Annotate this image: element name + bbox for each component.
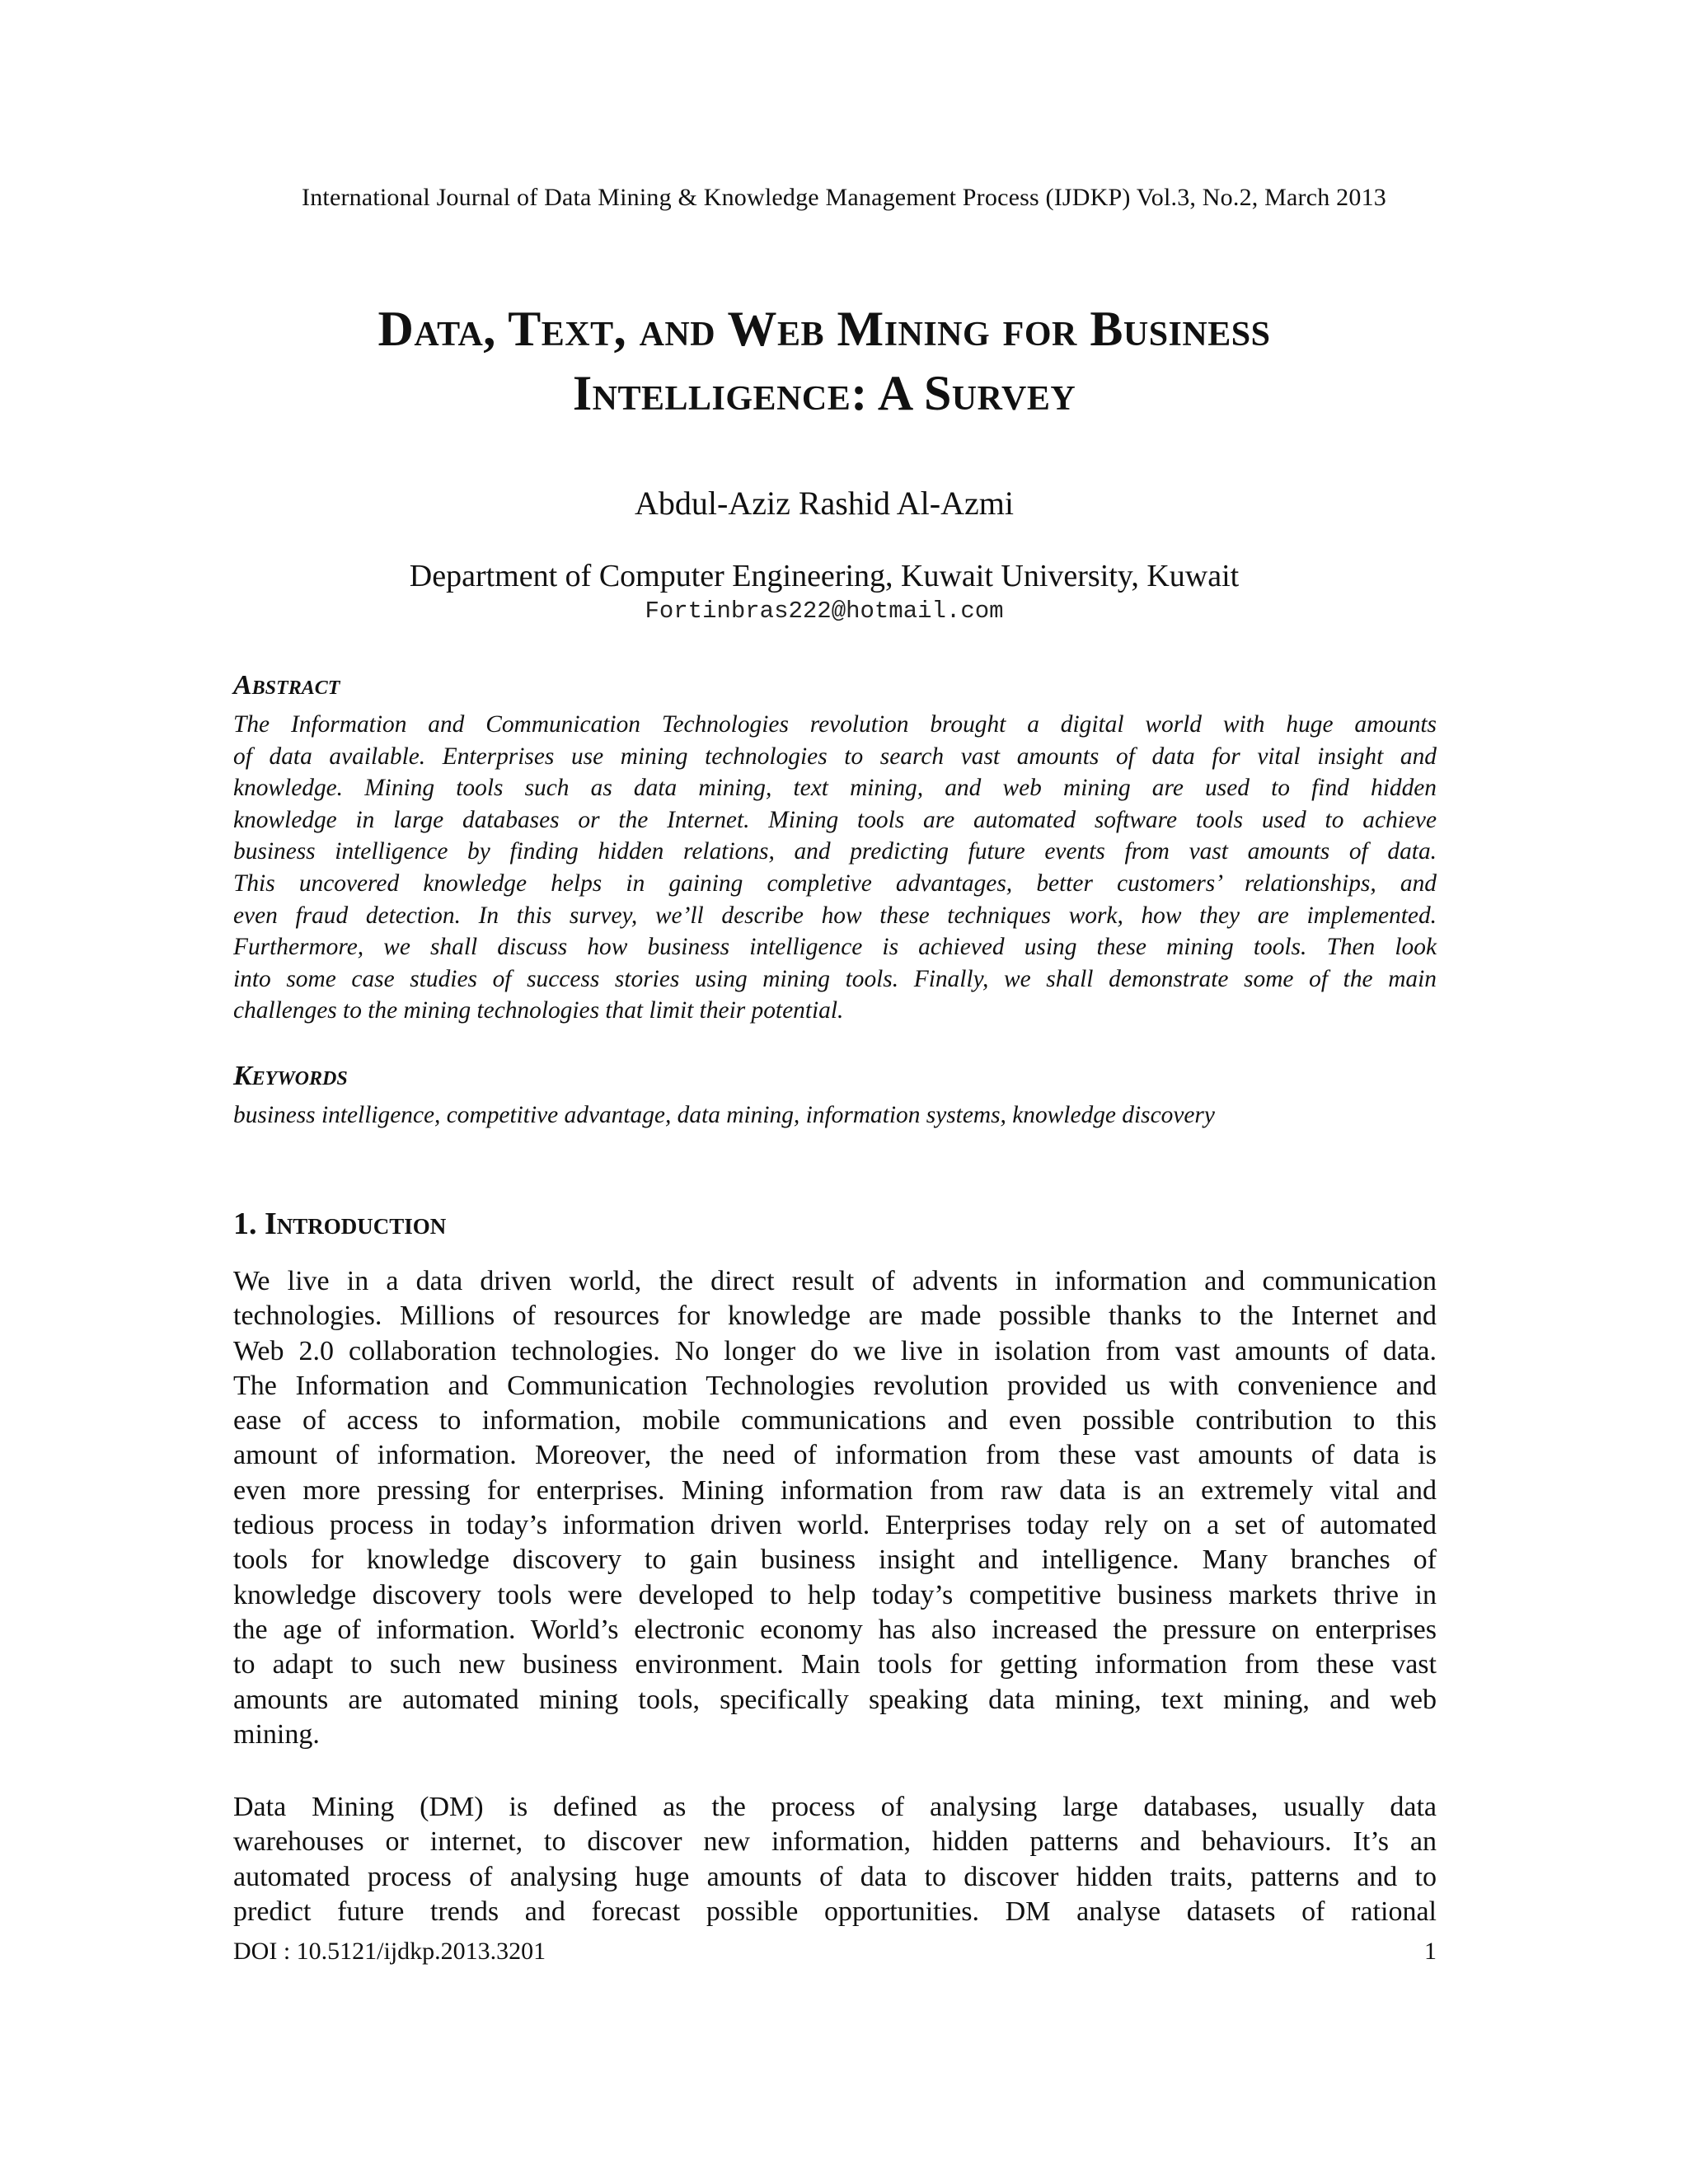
footer-doi: DOI : 10.5121/ijdkp.2013.3201 <box>233 1938 546 1965</box>
introduction-paragraph-1 <box>233 1264 1437 1752</box>
paragraph-line: technologies. Millions of resources for knowledge are made possible thanks to the Internet and <box>233 1301 1437 1332</box>
abstract-line: business intelligence by finding hidden relations, and predicting future events from vast amounts of data. <box>233 838 1437 865</box>
abstract-line: Furthermore, we shall discuss how business intelligence is achieved using these mining tools. Then look <box>233 934 1437 961</box>
abstract-line: of data available. Enterprises use mining technologies to search vast amounts of data for vital insight and <box>233 743 1437 770</box>
paragraph-line: amounts are automated mining tools, specifically speaking data mining, text mining, and web <box>233 1684 1437 1715</box>
paragraph-line: tedious process in today’s information driven world. Enterprises today rely on a set of automated <box>233 1510 1437 1541</box>
abstract-text <box>233 709 1437 1027</box>
paragraph-line: Web 2.0 collaboration technologies. No longer do we live in isolation from vast amounts of data. <box>233 1335 1437 1366</box>
paragraph-line: even more pressing for enterprises. Mining information from raw data is an extremely vital and <box>233 1474 1437 1506</box>
abstract-heading: Abstract <box>233 670 340 701</box>
abstract-line: challenges to the mining technologies that limit their potential. <box>233 997 844 1024</box>
abstract-line: even fraud detection. In this survey, we’ll describe how these techniques work, how they are implemented. <box>233 902 1437 929</box>
introduction-heading: 1. Introduction <box>233 1207 447 1241</box>
keywords-text: business intelligence, competitive advantage, data mining, information systems, knowledge discovery <box>233 1102 1215 1128</box>
paper-title-line-2: Intelligence: A Survey <box>572 366 1076 420</box>
paragraph-line: ease of access to information, mobile communications and even possible contribution to this <box>233 1405 1437 1436</box>
page-number: 1 <box>1424 1938 1437 1965</box>
paragraph-line: knowledge discovery tools were developed to help today’s competitive business markets thrive in <box>233 1579 1437 1610</box>
author-affiliation: Department of Computer Engineering, Kuwait University, Kuwait <box>409 559 1240 593</box>
paragraph-line: The Information and Communication Technologies revolution provided us with convenience and <box>233 1370 1437 1401</box>
paragraph-line: warehouses or internet, to discover new information, hidden patterns and behaviours. It’s an <box>233 1826 1437 1858</box>
abstract-line: The Information and Communication Technologies revolution brought a digital world with huge amounts <box>233 711 1437 738</box>
paper-title-line-1: Data, Text, and Web Mining for Business <box>377 302 1271 356</box>
paragraph-line: Data Mining (DM) is defined as the process of analysing large databases, usually data <box>233 1792 1437 1822</box>
paper-title <box>0 297 1648 425</box>
keywords-heading: Keywords <box>233 1061 348 1091</box>
author-email: Fortinbras222@hotmail.com <box>645 598 1004 625</box>
paragraph-line: mining. <box>233 1718 320 1750</box>
paragraph-line: predict future trends and forecast possible opportunities. DM analyse datasets of rational <box>233 1896 1437 1927</box>
paragraph-line: to adapt to such new business environment. Main tools for getting information from these vast <box>233 1649 1437 1680</box>
abstract-line: This uncovered knowledge helps in gaining completive advantages, better customers’ relationships, and <box>233 869 1437 897</box>
abstract-line: knowledge. Mining tools such as data mining, text mining, and web mining are used to find hidden <box>233 775 1437 802</box>
paragraph-line: tools for knowledge discovery to gain business insight and intelligence. Many branches of <box>233 1544 1437 1576</box>
running-header: International Journal of Data Mining & Knowledge Management Process (IJDKP) Vol.3, No.2, March 2013 <box>302 184 1386 211</box>
author-name: Abdul-Aziz Rashid Al-Azmi <box>635 485 1014 522</box>
abstract-line: into some case studies of success stories using mining tools. Finally, we shall demonstrate some of the main <box>233 965 1437 992</box>
paragraph-line: automated process of analysing huge amounts of data to discover hidden traits, patterns and to <box>233 1861 1437 1892</box>
paragraph-line: We live in a data driven world, the direct result of advents in information and communication <box>233 1266 1437 1296</box>
paragraph-line: the age of information. World’s electronic economy has also increased the pressure on enterprises <box>233 1614 1437 1645</box>
introduction-paragraph-2 <box>233 1790 1437 1929</box>
paragraph-line: amount of information. Moreover, the need of information from these vast amounts of data is <box>233 1440 1437 1471</box>
abstract-line: knowledge in large databases or the Internet. Mining tools are automated software tools used to achieve <box>233 806 1437 833</box>
